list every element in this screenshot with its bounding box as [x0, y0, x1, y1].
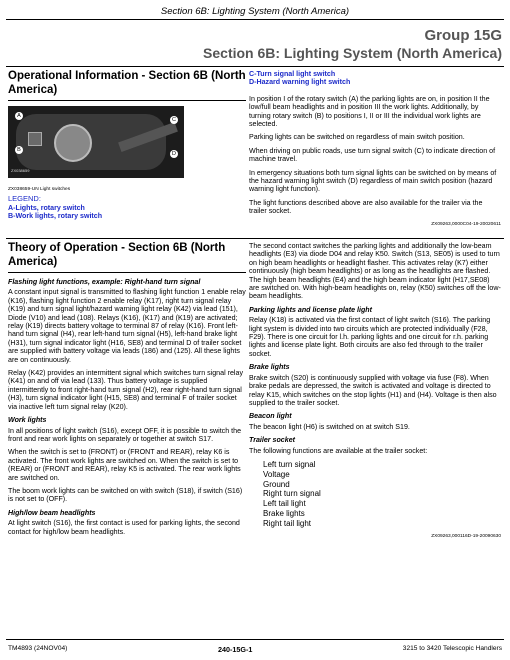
legend-item: D-Hazard warning light switch: [249, 78, 351, 87]
light-switches-photo: [8, 106, 184, 178]
paragraph: In emergency situations both turn signal lights can be switched on by means of the hazard warning light switch (D) regardless of main switch position (hazard warning light function).: [249, 168, 497, 194]
callout-a: A: [15, 112, 23, 120]
paragraph: The beacon light (H6) is switched on at switch S19.: [249, 422, 410, 431]
paragraph: The boom work lights can be switched on with switch (S18), if switch (S16) is not set to (OFF).: [8, 486, 243, 504]
operational-left-column: [8, 70, 246, 221]
operational-title: Operational Information - Section 6B (North America): [8, 70, 246, 96]
subheading: Parking lights and license plate light: [249, 305, 372, 314]
theory-left-column: [8, 242, 246, 541]
footer-left: TM4893 (24NOV04): [8, 645, 68, 652]
socket-function: Brake lights: [263, 508, 305, 518]
rotary-switch-image: [54, 124, 92, 162]
header-rule: [6, 19, 504, 20]
paragraph: In position I of the rotary switch (A) the parking lights are on, in position II the low/full beam headlights and in position III the work lights. Additionally, by turning rotary switch (B) to positions I, II or III the individual work lights are selected.: [249, 94, 490, 129]
footer-right: 3215 to 3420 Telescopic Handlers: [402, 645, 502, 652]
paragraph: The following functions are available at the trailer socket:: [249, 446, 428, 455]
hazard-switch-image: [28, 132, 42, 146]
subheading: Trailer socket: [249, 436, 296, 445]
legend-title: LEGEND:: [8, 194, 41, 204]
callout-d: D: [170, 150, 178, 158]
legend-item: B-Work lights, rotary switch: [8, 212, 103, 221]
paragraph: A constant input signal is transmitted to flashing light function 1 enable relay (K16), flashing light function 2 enable relay (K17), right turn signal relay (K19) and turn signal light/hazard warning light relay (K42) via lead (151), Diode (V10) and lead (108). Relays (K16), (K17) and (K19) are activated; relay (K19) directs battery voltage to terminal 87 of relay (K16). Front left-hand turn signal (H4), rear left-hand turn signal (H5), left-hand brake light (H31), turn signal indicator light (H16, SE8) and terminal D of trailer socket are supplied with battery voltage via leads (186) and (125). All these lights are on continuously.: [8, 288, 246, 364]
theory-top-rule: [6, 238, 504, 239]
theory-title: Theory of Operation - Section 6B (North America): [8, 242, 226, 268]
running-header: Section 6B: Lighting System (North America): [160, 6, 350, 17]
paragraph: The light functions described above are also available for the trailer via the trailer socket.: [249, 198, 483, 216]
socket-function: Left turn signal: [263, 459, 316, 469]
socket-function: Right turn signal: [263, 489, 321, 499]
legend-item: A-Lights, rotary switch: [8, 203, 85, 212]
paragraph: When the switch is set to (FRONT) or (FRONT and REAR), relay K6 is activated. The front work lights are switched on. When the switch is set to (REAR) or (FRONT and REAR), relay K5 is activated. The rear work lights are switched on.: [8, 448, 241, 482]
callout-b: B: [15, 146, 23, 154]
legend-item: C-Turn signal light switch: [249, 70, 336, 78]
paragraph: In all positions of light switch (S16), except OFF, it is possible to switch the front and rear work lights on separately or together at switch S17.: [8, 426, 242, 443]
operational-right-column: [249, 70, 501, 229]
paragraph: Relay (K18) is activated via the first contact of light switch (S16). The parking light system is divided into two circuits which are protected individually (F28, F29). There is one circuit for l.h. parking lights and one circuit for r.h. parking lights and license plate light. Both circuits are also fed through to the trailer socket.: [249, 316, 491, 358]
socket-function: Voltage: [263, 469, 290, 479]
theory-right-column: [249, 242, 501, 541]
paragraph: When driving on public roads, use turn signal switch (C) to indicate direction of machine travel.: [249, 146, 496, 164]
reference-code: ZX09263,0000C04-19-20020611: [431, 221, 501, 227]
subheading: Beacon light: [249, 412, 292, 421]
socket-function: Right tail light: [263, 518, 312, 528]
socket-function: Left tail light: [263, 499, 306, 509]
section-title: Section 6B: Lighting System (North America): [203, 45, 502, 61]
group-title: Group 15G: [424, 27, 502, 44]
paragraph: At light switch (S16), the first contact is used for parking lights, the second contact for high/low beam headlights.: [8, 519, 240, 536]
callout-c: C: [170, 116, 178, 124]
subheading: High/low beam headlights: [8, 508, 96, 517]
photo-id: ZX038659: [11, 167, 30, 173]
socket-function: Ground: [263, 479, 290, 489]
operational-top-rule: [6, 66, 504, 67]
paragraph: Brake switch (S20) is continuously supplied with voltage via fuse (F8). When brake pedals are depressed, the switch is activated and voltage is directed to relay K15, which switches on the stop lights (H1) and (H4). Voltage is then also supplied to the trailer socket.: [249, 373, 497, 407]
paragraph: The second contact switches the parking lights and additionally the low-beam headlights (E3) via diode D04 and relay K50. Switch (S13, SE05) is used to turn on high beam headlights or headlight flasher. This activates relay (K7) either continuously (high beam headlights) or as long as the headlights are flashed. The high beam headlights (E4) and the high beam indicator light (H17,SE08) are switched on. With high-beam headlights on, relay (K50) switches off the low-beam headlights.: [249, 242, 501, 301]
trailer-socket-list: [263, 460, 501, 529]
reference-code: ZX09263,000116D-19-20090630: [431, 533, 501, 539]
paragraph: Parking lights can be switched on regardless of main switch position.: [249, 133, 465, 142]
footer-page-number: 240-15G-1: [218, 645, 253, 654]
photo-caption: ZX038659-UN Light switches: [8, 187, 71, 192]
subheading: Flashing light functions, example: Right-hand turn signal: [8, 278, 201, 286]
footer-rule: [6, 639, 504, 640]
subheading: Work lights: [8, 416, 47, 425]
paragraph: Relay (K42) provides an intermittent signal which switches turn signal relay (K41) on and off via lead (133). Thus battery voltage is supplied intermittently to front right-hand turn signal (H2), rear right-hand turn signal (H3), turn signal indicator light (H15, SE8) and terminal F of trailer socket via inactive left turn signal relay (K20).: [8, 369, 243, 411]
subheading: Brake lights: [249, 363, 290, 372]
